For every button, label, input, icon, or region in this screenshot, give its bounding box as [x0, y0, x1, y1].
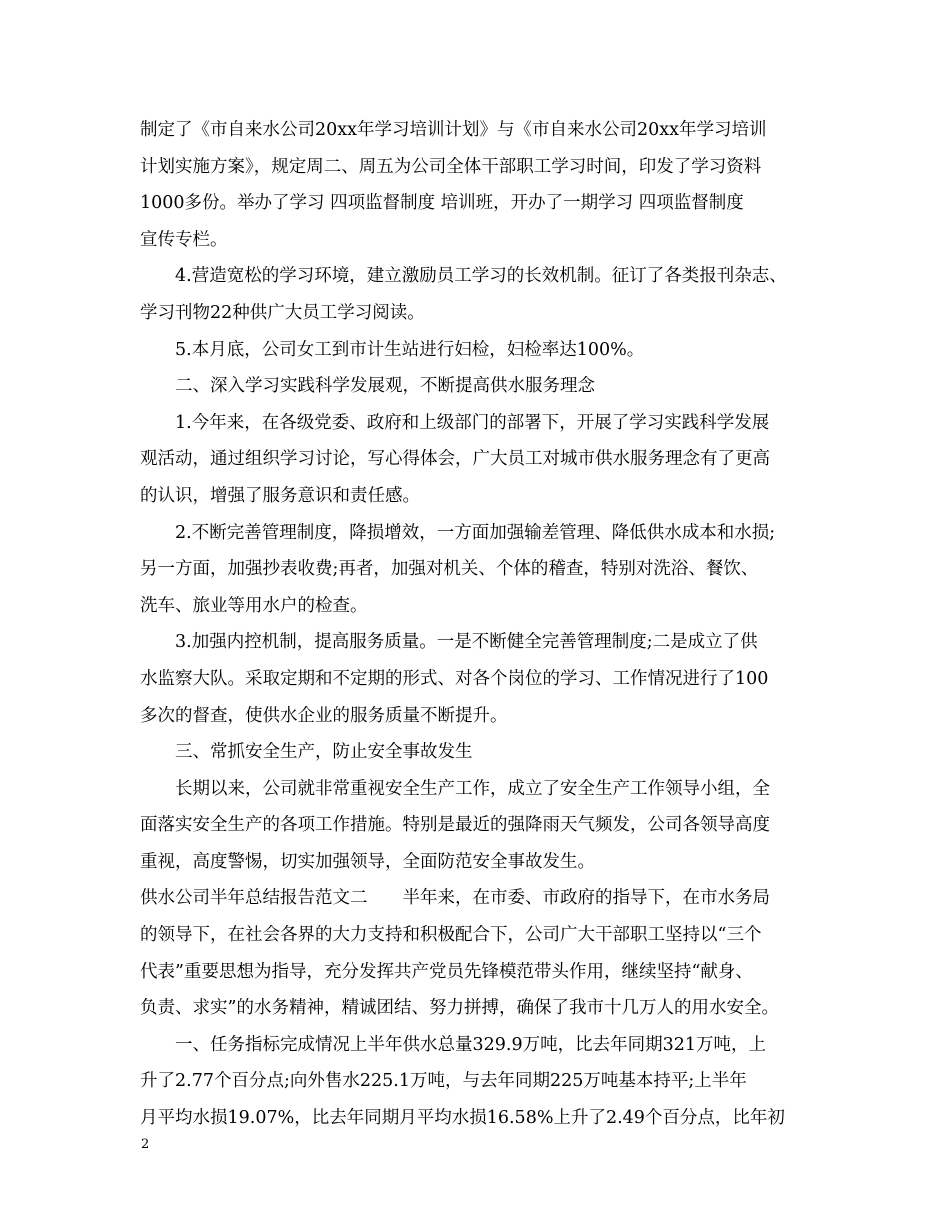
text-line: 另一方面，加强抄表收费;再者，加强对机关、个体的稽查，特别对洗浴、餐饮、	[140, 559, 759, 580]
text-line: 长期以来，公司就非常重视安全生产工作，成立了安全生产工作领导小组，全	[175, 778, 770, 799]
document-body	[140, 112, 820, 1137]
text-line: 1000多份。举办了学习 四项监督制度 培训班，开办了一期学习 四项监督制度	[140, 193, 744, 214]
text-line: 月平均水损19.07%，比去年同期月平均水损16.58%上升了2.49个百分点，比年初	[140, 1108, 785, 1129]
text-line: 负责、求实”的水务精神，精诚团结、努力拼搏，确保了我市十几万人的用水安全。	[140, 998, 779, 1019]
text-line: 重视，高度警惕，切实加强领导，全面防范安全事故发生。	[140, 851, 595, 872]
text-line: 升了2.77个百分点;向外售水225.1万吨，与去年同期225万吨基本持平;上半年	[140, 1071, 747, 1092]
text-line: 4.营造宽松的学习环境，建立激励员工学习的长效机制。征订了各类报刊杂志、	[175, 266, 787, 287]
text-line: 水监察大队。采取定期和不定期的形式、对各个岗位的学习、工作情况进行了100	[140, 668, 769, 689]
text-line: 供水公司半年总结报告范文二 半年来，在市委、市政府的指导下，在市水务局	[140, 888, 770, 909]
text-line: 代表”重要思想为指导，充分发挥共产党员先锋模范带头作用，继续坚持“献身、	[140, 961, 753, 982]
text-line: 多次的督查，使供水企业的服务质量不断提升。	[140, 705, 508, 726]
text-line: 1.今年来，在各级党委、政府和上级部门的部署下，开展了学习实践科学发展	[175, 412, 770, 433]
text-line: 三、常抓安全生产，防止安全事故发生	[175, 742, 473, 763]
text-line: 洗车、旅业等用水户的检查。	[140, 595, 368, 616]
text-line: 3.加强内控机制，提高服务质量。一是不断健全完善管理制度;二是成立了供	[175, 632, 758, 653]
page-number: 2	[141, 1137, 150, 1152]
text-line: 观活动，通过组织学习讨论，写心得体会，广大员工对城市供水服务理念有了更高	[140, 449, 770, 470]
text-line: 一、任务指标完成情况上半年供水总量329.9万吨，比去年同期321万吨，上	[175, 1034, 766, 1055]
text-line: 的认识，增强了服务意识和责任感。	[140, 485, 420, 506]
text-line: 学习刊物22种供广大员工学习阅读。	[140, 302, 425, 323]
text-line: 2.不断完善管理制度，降损增效，一方面加强输差管理、降低供水成本和水损;	[175, 522, 776, 543]
text-line: 二、深入学习实践科学发展观，不断提高供水服务理念	[175, 376, 595, 397]
text-line: 计划实施方案》，规定周二、周五为公司全体干部职工学习时间，印发了学习资料	[140, 156, 762, 177]
text-line: 的领导下，在社会各界的大力支持和积极配合下，公司广大干部职工坚持以“三个	[140, 925, 762, 946]
text-line: 面落实安全生产的各项工作措施。特别是最近的强降雨天气频发，公司各领导高度	[140, 815, 770, 836]
text-line: 宣传专栏。	[140, 229, 228, 250]
text-line: 制定了《市自来水公司20xx年学习培训计划》与《市自来水公司20xx年学习培训	[140, 120, 767, 140]
text-line: 5.本月底，公司女工到市计生站进行妇检，妇检率达100%。	[175, 339, 645, 360]
